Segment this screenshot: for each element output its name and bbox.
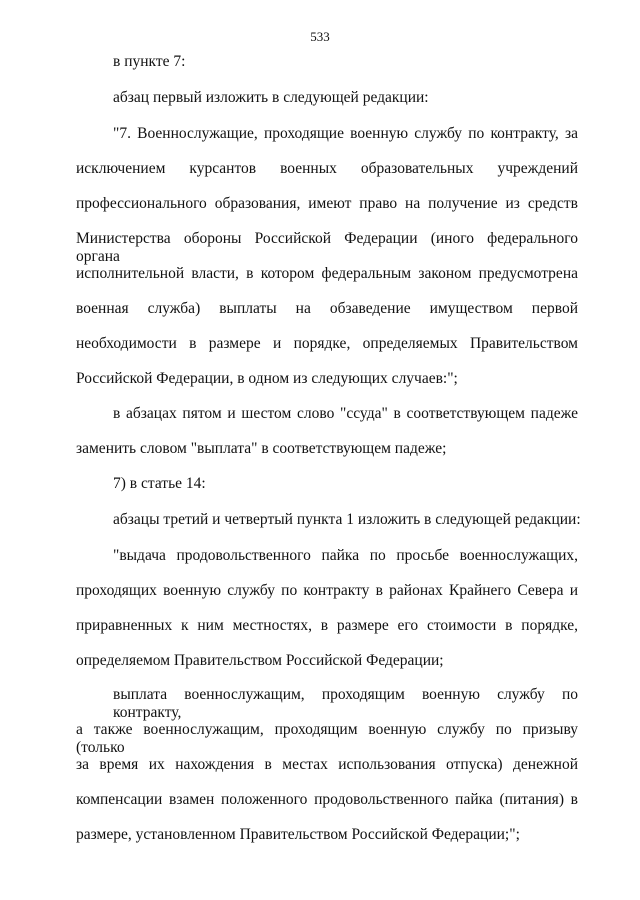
text-line: абзац первый изложить в следующей редакции: (113, 89, 429, 106)
text-line: приравненных к ним местностях, в размере его стоимости в порядке, (76, 617, 578, 634)
text-line: "выдача продовольственного пайка по просьбе военнослужащих, (113, 547, 578, 564)
text-line: 7) в статье 14: (113, 475, 206, 492)
text-line: исключением курсантов военных образовательных учреждений (76, 160, 578, 177)
text-line: в пункте 7: (113, 53, 186, 70)
text-line: а также военнослужащим, проходящим военную службу по призыву (только (76, 721, 578, 756)
text-line: профессионального образования, имеют право на получение из средств (76, 195, 578, 212)
text-line: абзацы третий и четвертый пункта 1 изложить в следующей редакции: (113, 511, 581, 528)
text-line: Министерства обороны Российской Федерации (иного федерального органа (76, 230, 578, 265)
text-line: проходящих военную службу по контракту в районах Крайнего Севера и (76, 582, 578, 599)
text-line: размере, установленном Правительством Российской Федерации;"; (76, 826, 520, 843)
text-line: выплата военнослужащим, проходящим военную службу по контракту, (113, 686, 578, 721)
text-line: необходимости в размере и порядке, определяемых Правительством (76, 335, 578, 352)
text-line: в абзацах пятом и шестом слово "ссуда" в соответствующем падеже (113, 405, 578, 422)
text-line: военная служба) выплаты на обзаведение имуществом первой (76, 300, 578, 317)
text-line: за время их нахождения в местах использования отпуска) денежной (76, 756, 578, 773)
text-line: заменить словом "выплата" в соответствующем падеже; (76, 440, 447, 457)
page-number: 533 (310, 29, 330, 44)
text-line: "7. Военнослужащие, проходящие военную службу по контракту, за (113, 125, 578, 142)
text-line: определяемом Правительством Российской Федерации; (76, 652, 444, 669)
text-line: компенсации взамен положенного продовольственного пайка (питания) в (76, 791, 578, 808)
text-line: исполнительной власти, в котором федеральным законом предусмотрена (76, 265, 578, 282)
text-line: Российской Федерации, в одном из следующих случаев:"; (76, 370, 458, 387)
